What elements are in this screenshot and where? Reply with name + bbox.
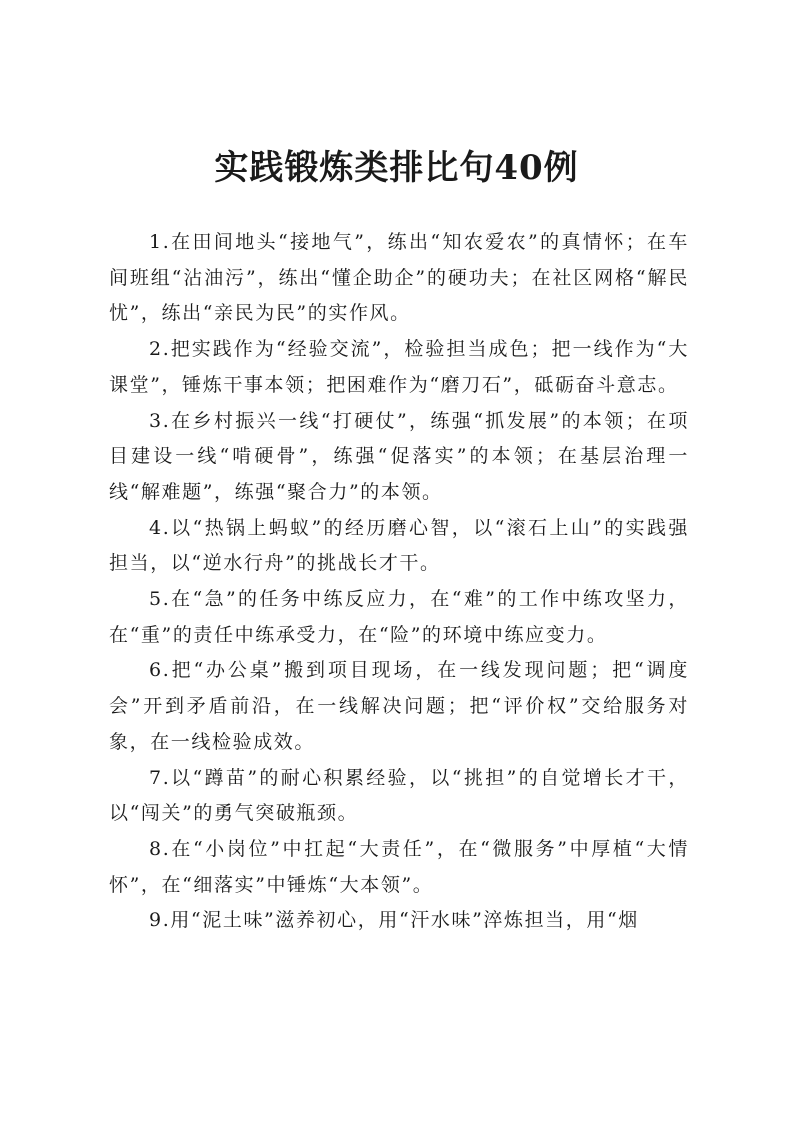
paragraph-9: 9.用“泥土味”滋养初心，用“汗水味”淬炼担当，用“烟 [149, 909, 639, 932]
paragraph-7: 7.以“蹲苗”的耐心积累经验，以“挑担”的自觉增长才干，以“闯关”的勇气突破瓶颈。 [109, 766, 689, 825]
paragraph-6: 6.把“办公桌”搬到项目现场，在一线发现问题；把“调度会”开到矛盾前沿，在一线解决问题；把“评价权”交给服务对象，在一线检验成效。 [109, 659, 689, 753]
paragraph-3: 3.在乡村振兴一线“打硬仗”，练强“抓发展”的本领；在项目建设一线“啃硬骨”，练强“促落实”的本领；在基层治理一线“解难题”，练强“聚合力”的本领。 [109, 409, 689, 503]
document-title: 实践锻炼类排比句40例 [214, 148, 579, 188]
paragraph-5: 5.在“急”的任务中练反应力，在“难”的工作中练攻坚力，在“重”的责任中练承受力，在“险”的环境中练应变力。 [109, 588, 689, 646]
paragraph-4: 4.以“热锅上蚂蚁”的经历磨心智，以“滚石上山”的实践强担当，以“逆水行舟”的挑战长才干。 [109, 516, 689, 575]
paragraph-2: 2.把实践作为“经验交流”，检验担当成色；把一线作为“大课堂”，锤炼干事本领；把困难作为“磨刀石”，砥砺奋斗意志。 [109, 338, 689, 396]
paragraph-8: 8.在“小岗位”中扛起“大责任”，在“微服务”中厚植“大情怀”，在“细落实”中锤炼“大本领”。 [109, 837, 689, 896]
document-body [109, 225, 689, 939]
paragraph-1: 1.在田间地头“接地气”，练出“知农爱农”的真情怀；在车间班组“沾油污”，练出“懂企助企”的硬功夫；在社区网格“解民忧”，练出“亲民为民”的实作风。 [109, 231, 689, 325]
